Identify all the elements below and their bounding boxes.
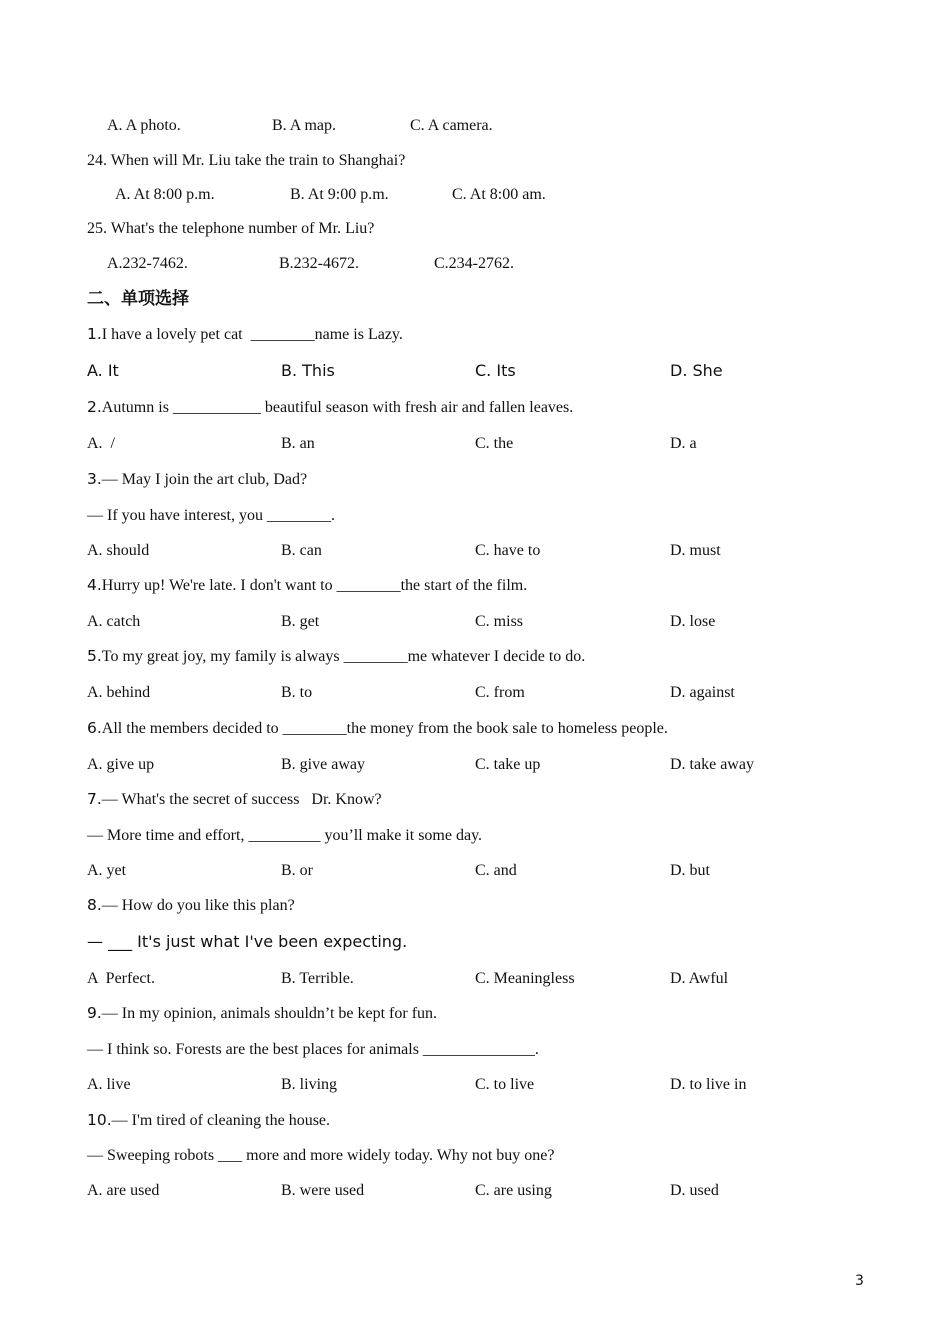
q24-option-b: B. At 9:00 p.m. xyxy=(290,186,389,203)
question-number: 9. xyxy=(87,1004,102,1022)
q10-option-d: D. used xyxy=(670,1182,719,1199)
page-number: 3 xyxy=(855,1273,864,1289)
q3-option-b: B. can xyxy=(281,542,322,559)
q23-option-b: B. A map. xyxy=(272,117,337,134)
q7-option-c: C. and xyxy=(475,862,517,879)
question-number: 7. xyxy=(87,790,102,808)
question-8-reply: — ___ It's just what I've been expecting. xyxy=(87,932,408,951)
q2-option-d: D. a xyxy=(670,435,697,452)
question-10-reply: — Sweeping robots ___ more and more widely today. Why not buy one? xyxy=(87,1147,555,1164)
q9-option-b: B. living xyxy=(281,1076,338,1093)
q9-option-a: A. live xyxy=(87,1076,131,1093)
q8-option-d: D. Awful xyxy=(670,970,729,987)
question-2 xyxy=(87,397,573,418)
question-number: 1. xyxy=(87,325,102,343)
q2-option-b: B. an xyxy=(281,435,315,452)
q24-option-a: A. At 8:00 p.m. xyxy=(115,186,215,203)
q6-option-b: B. give away xyxy=(281,756,365,773)
q4-option-a: A. catch xyxy=(87,613,141,630)
question-text: — How do you like this plan? xyxy=(101,897,295,914)
question-number: 8. xyxy=(87,896,102,914)
q3-option-a: A. should xyxy=(87,542,150,559)
q1-option-d: D. She xyxy=(670,361,723,380)
q10-option-b: B. were used xyxy=(281,1182,365,1199)
q7-option-a: A. yet xyxy=(87,862,127,879)
question-9 xyxy=(87,1003,437,1024)
q6-option-c: C. take up xyxy=(475,756,541,773)
q1-option-a: A. It xyxy=(87,361,119,380)
q3-option-c: C. have to xyxy=(475,542,541,559)
q23-option-c: C. A camera. xyxy=(410,117,493,134)
question-text: Autumn is ___________ beautiful season with fresh air and fallen leaves. xyxy=(101,399,574,416)
q10-option-c: C. are using xyxy=(475,1182,552,1199)
q8-option-c: C. Meaningless xyxy=(475,970,575,987)
q2-option-a: A. / xyxy=(87,435,115,452)
question-7-reply: — More time and effort, _________ you’ll make it some day. xyxy=(87,827,483,844)
question-1 xyxy=(87,324,403,345)
q7-option-d: D. but xyxy=(670,862,710,879)
q6-option-d: D. take away xyxy=(670,756,754,773)
q8-option-a: A Perfect. xyxy=(87,970,155,987)
question-4 xyxy=(87,575,527,596)
section-title: 二、单项选择 xyxy=(87,289,189,309)
question-number: 5. xyxy=(87,647,102,665)
q8-option-b: B. Terrible. xyxy=(281,970,354,987)
question-5 xyxy=(87,646,585,667)
q4-option-d: D. lose xyxy=(670,613,716,630)
q4-option-b: B. get xyxy=(281,613,320,630)
q2-option-c: C. the xyxy=(475,435,514,452)
question-number: 6. xyxy=(87,719,102,737)
question-text: Hurry up! We're late. I don't want to ________the start of the film. xyxy=(101,577,528,594)
q25-stem: 25. What's the telephone number of Mr. Liu? xyxy=(87,220,375,237)
question-3-reply: — If you have interest, you ________. xyxy=(87,507,335,524)
question-8 xyxy=(87,895,295,916)
question-10 xyxy=(87,1110,330,1131)
question-6 xyxy=(87,718,668,739)
question-text: — What's the secret of success Dr. Know? xyxy=(101,791,382,808)
question-number: 10. xyxy=(87,1111,112,1129)
q1-option-b: B. This xyxy=(281,361,335,380)
question-9-reply: — I think so. Forests are the best places for animals ______________. xyxy=(87,1041,539,1058)
q24-option-c: C. At 8:00 am. xyxy=(452,186,546,203)
question-number: 4. xyxy=(87,576,102,594)
q25-option-b: B.232-4672. xyxy=(279,255,359,272)
q7-option-b: B. or xyxy=(281,862,313,879)
question-number: 2. xyxy=(87,398,102,416)
question-text: — May I join the art club, Dad? xyxy=(101,471,308,488)
q9-option-c: C. to live xyxy=(475,1076,535,1093)
q9-option-d: D. to live in xyxy=(670,1076,747,1093)
q6-option-a: A. give up xyxy=(87,756,155,773)
q5-option-b: B. to xyxy=(281,684,313,701)
question-text: To my great joy, my family is always ________me whatever I decide to do. xyxy=(101,648,586,665)
question-3 xyxy=(87,469,307,490)
q23-option-a: A. A photo. xyxy=(107,117,181,134)
q3-option-d: D. must xyxy=(670,542,721,559)
question-text: I have a lovely pet cat ________name is Lazy. xyxy=(101,326,403,343)
q5-option-d: D. against xyxy=(670,684,735,701)
question-text: All the members decided to ________the money from the book sale to homeless people. xyxy=(101,720,668,737)
q10-option-a: A. are used xyxy=(87,1182,160,1199)
question-7 xyxy=(87,789,382,810)
q5-option-c: C. from xyxy=(475,684,525,701)
q1-option-c: C. Its xyxy=(475,361,516,380)
q4-option-c: C. miss xyxy=(475,613,524,630)
question-text: — In my opinion, animals shouldn’t be kept for fun. xyxy=(101,1005,438,1022)
q25-option-a: A.232-7462. xyxy=(107,255,188,272)
q25-option-c: C.234-2762. xyxy=(434,255,514,272)
question-number: 3. xyxy=(87,470,102,488)
q24-stem: 24. When will Mr. Liu take the train to Shanghai? xyxy=(87,152,406,169)
question-text: — I'm tired of cleaning the house. xyxy=(111,1112,331,1129)
q5-option-a: A. behind xyxy=(87,684,151,701)
